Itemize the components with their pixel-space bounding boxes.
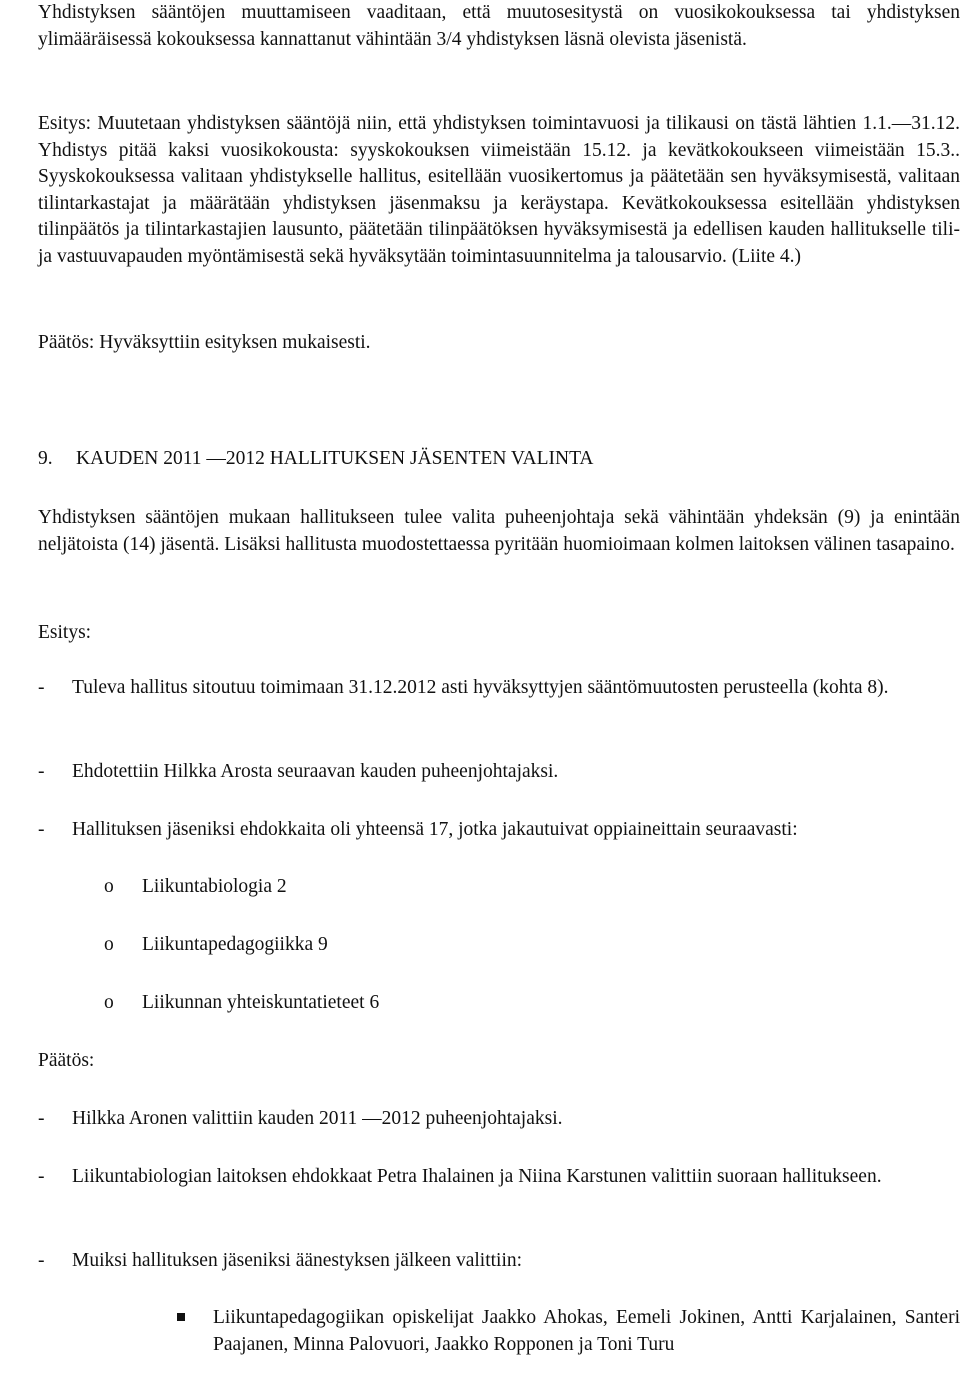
- subject-list-item: [104, 990, 379, 1017]
- paatos-list-item: [38, 1106, 960, 1133]
- list-item-text: Hilkka Aronen valittiin kauden 2011 —2012 puheenjohtajaksi.: [72, 1108, 563, 1129]
- elected-text: Liikuntapedagogiikan opiskelijat Jaakko Ahokas, Eemeli Jokinen, Antti Karjalainen, Santeri Paajanen, Minna Palovuori, Jaakko Ropponen ja Toni Turu: [213, 1307, 960, 1355]
- section-heading: [38, 446, 594, 473]
- esitys-list-item: [38, 817, 960, 844]
- list-item-text: Hallituksen jäseniksi ehdokkaita oli yhteensä 17, jotka jakautuivat oppiaineittain seuraavasti:: [72, 819, 798, 840]
- dash-bullet: -: [38, 1108, 45, 1129]
- dash-bullet: -: [38, 1250, 45, 1271]
- circle-bullet: o: [104, 934, 114, 955]
- elected-list-item: [177, 1305, 960, 1358]
- dash-bullet: -: [38, 1166, 45, 1187]
- subject-list-item: [104, 874, 287, 901]
- paatos-list-item: [38, 1164, 960, 1191]
- list-item-text: Tuleva hallitus sitoutuu toimimaan 31.12.2012 asti hyväksyttyjen sääntömuutosten perusteella (kohta 8).: [72, 677, 889, 698]
- paatos-label: Päätös:: [38, 1050, 95, 1071]
- board-rules-paragraph: Yhdistyksen sääntöjen mukaan hallitukseen tulee valita puheenjohtaja sekä vähintään yhdeksän (9) ja enintään neljätoista (14) jäsentä. Lisäksi hallitusta muodostettaessa pyritään huomioimaan kolmen laitoksen välinen tasapaino.: [38, 507, 960, 555]
- esitys-rules-paragraph: Esitys: Muutetaan yhdistyksen sääntöjä niin, että yhdistyksen toimintavuosi ja tilikausi on tästä lähtien 1.1.—31.12. Yhdistys pitää kaksi vuosikokousta: syyskokouksen viimeistään 15.12. ja kevätkokoukseen viimeistään 15.3.. Syyskokouksessa valitaan yhdistykselle hallitus, esitellään vuosikertomus ja päätetään sen hyväksymisestä, valitaan tilintarkastajat ja määrätään yhdistyksen jäsenmaksu ja keräystapa. Kevätkokouksessa esitellään yhdistyksen tilinpäätös ja tilintarkastajien lausunto, päätetään tilinpäätöksen hyväksymisestä ja edellisen kauden hallitukselle tili- ja vastuuvapauden myöntämisestä sekä hyväksytään toimintasuunnitelma ja talousarvio. (Liite 4.): [38, 113, 960, 267]
- subject-list-item: [104, 932, 328, 959]
- list-item-text: Muiksi hallituksen jäseniksi äänestyksen jälkeen valittiin:: [72, 1250, 523, 1271]
- esitys-label: Esitys:: [38, 622, 92, 643]
- square-bullet-icon: [177, 1313, 185, 1321]
- list-item-text: Liikuntabiologian laitoksen ehdokkaat Petra Ihalainen ja Niina Karstunen valittiin suoraan hallitukseen.: [72, 1166, 882, 1187]
- esitys-list-item: [38, 675, 960, 702]
- list-item-text: Ehdotettiin Hilkka Arosta seuraavan kauden puheenjohtajaksi.: [72, 761, 559, 782]
- subject-text: Liikuntabiologia 2: [142, 876, 287, 897]
- circle-bullet: o: [104, 876, 114, 897]
- section-number: 9.: [38, 448, 53, 469]
- section-title: KAUDEN 2011 —2012 HALLITUKSEN JÄSENTEN VALINTA: [76, 448, 594, 469]
- circle-bullet: o: [104, 992, 114, 1013]
- subject-text: Liikunnan yhteiskuntatieteet 6: [142, 992, 380, 1013]
- paatos-accepted-paragraph: Päätös: Hyväksyttiin esityksen mukaisesti.: [38, 332, 371, 353]
- esitys-list-item: [38, 759, 960, 786]
- paatos-list-item: [38, 1248, 960, 1275]
- dash-bullet: -: [38, 761, 45, 782]
- intro-paragraph: Yhdistyksen sääntöjen muuttamiseen vaaditaan, että muutosesitystä on vuosikokouksessa tai yhdistyksen ylimääräisessä kokouksessa kannattanut vähintään 3/4 yhdistyksen läsnä olevista jäsenistä.: [38, 2, 960, 50]
- subject-text: Liikuntapedagogiikka 9: [142, 934, 328, 955]
- dash-bullet: -: [38, 819, 45, 840]
- dash-bullet: -: [38, 677, 45, 698]
